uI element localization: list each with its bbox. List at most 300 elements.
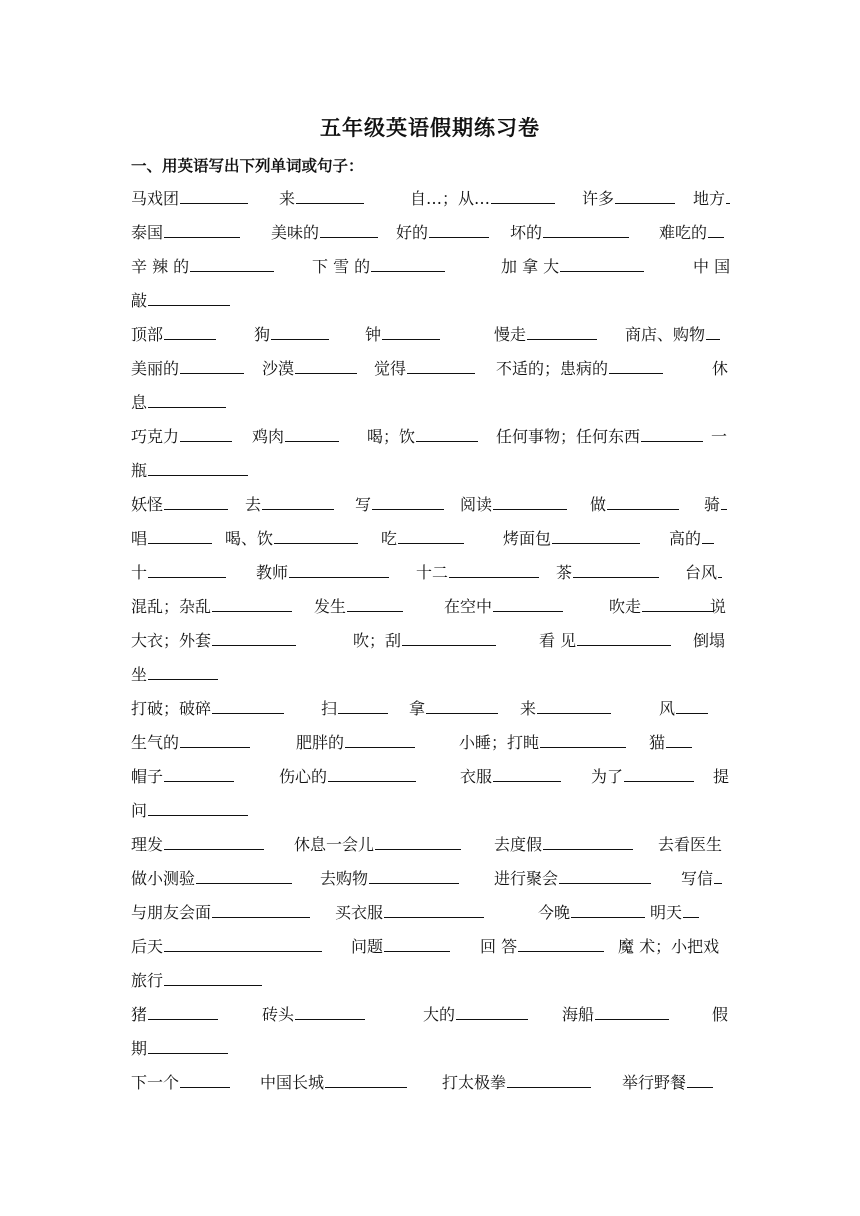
- vocab-item: [131, 969, 262, 993]
- vocab-word: 大衣；外套: [131, 631, 212, 650]
- vocab-word: 茶: [556, 563, 573, 582]
- answer-blank[interactable]: [384, 950, 450, 952]
- vocab-item: [245, 493, 334, 517]
- vocab-item: [556, 561, 659, 585]
- vocab-line: [131, 187, 730, 211]
- vocab-item: [711, 425, 727, 449]
- vocab-item: [710, 595, 726, 619]
- answer-blank[interactable]: [493, 610, 563, 612]
- vocab-line: [131, 799, 730, 823]
- answer-blank[interactable]: [493, 780, 561, 782]
- answer-blank[interactable]: [375, 848, 461, 850]
- answer-blank[interactable]: [345, 746, 415, 748]
- vocab-word: 钟: [365, 325, 382, 344]
- vocab-item: [685, 561, 722, 585]
- vocab-item: [494, 833, 633, 857]
- vocab-word: 坐: [131, 665, 148, 684]
- vocab-word: 下 雪 的: [312, 257, 371, 276]
- answer-blank[interactable]: [180, 202, 248, 204]
- answer-blank[interactable]: [148, 474, 248, 476]
- vocab-word: 小睡；打盹: [459, 733, 540, 752]
- vocab-item: [131, 901, 310, 925]
- vocab-word: 台风: [685, 563, 718, 582]
- answer-blank[interactable]: [527, 338, 597, 340]
- vocab-item: [501, 255, 644, 279]
- vocab-line: [131, 459, 730, 483]
- vocab-word: 大的: [423, 1005, 456, 1024]
- answer-blank[interactable]: [148, 542, 212, 544]
- vocab-word: 吹；刮: [353, 631, 402, 650]
- vocab-item: [659, 221, 724, 245]
- answer-blank[interactable]: [559, 882, 651, 884]
- vocab-item: [131, 323, 216, 347]
- vocab-word: 举行野餐: [622, 1073, 687, 1092]
- vocab-item: [713, 765, 729, 789]
- vocab-item: [131, 663, 218, 687]
- vocab-word: 发生: [314, 597, 347, 616]
- answer-blank[interactable]: [164, 950, 322, 952]
- answer-blank[interactable]: [148, 576, 226, 578]
- answer-blank[interactable]: [429, 236, 489, 238]
- vocab-item: [279, 765, 416, 789]
- vocab-item: [252, 425, 339, 449]
- answer-blank[interactable]: [289, 576, 389, 578]
- vocab-item: [131, 357, 244, 381]
- vocab-item: [693, 187, 730, 211]
- vocab-word: 喝、饮: [225, 529, 274, 548]
- vocab-item: [294, 833, 461, 857]
- vocab-item: [131, 1037, 228, 1061]
- answer-blank[interactable]: [164, 338, 216, 340]
- vocab-item: [262, 1003, 365, 1027]
- vocab-word: 风: [659, 699, 676, 718]
- vocab-word: 高的: [669, 529, 702, 548]
- vocab-word: 商店、购物: [625, 325, 706, 344]
- vocab-word: 妖怪: [131, 495, 164, 514]
- vocab-line: [131, 833, 730, 857]
- vocab-item: [131, 459, 248, 483]
- vocab-word: 敲: [131, 291, 148, 310]
- vocab-word: 写信: [681, 869, 714, 888]
- answer-blank[interactable]: [296, 202, 364, 204]
- vocab-item: [131, 595, 292, 619]
- vocab-word: 伤心的: [279, 767, 328, 786]
- answer-blank[interactable]: [624, 780, 694, 782]
- vocab-word: 吃: [381, 529, 398, 548]
- answer-blank[interactable]: [180, 1086, 230, 1088]
- vocab-item: [321, 697, 388, 721]
- vocab-word: 猫: [649, 733, 666, 752]
- answer-blank[interactable]: [338, 712, 388, 714]
- answer-blank[interactable]: [190, 270, 274, 272]
- vocab-line: [131, 867, 730, 891]
- answer-blank[interactable]: [607, 508, 679, 510]
- answer-blank[interactable]: [212, 712, 284, 714]
- answer-blank[interactable]: [320, 236, 378, 238]
- vocab-word: 瓶: [131, 461, 148, 480]
- answer-blank[interactable]: [543, 848, 633, 850]
- vocab-word: 打破；破碎: [131, 699, 212, 718]
- vocab-item: [618, 935, 719, 959]
- vocab-word: 期: [131, 1039, 148, 1058]
- vocab-item: [480, 935, 604, 959]
- vocab-word: 一: [711, 427, 728, 446]
- answer-blank[interactable]: [164, 848, 264, 850]
- vocab-word: 猪: [131, 1005, 148, 1024]
- vocab-item: [131, 289, 230, 313]
- vocab-word: 十二: [416, 563, 449, 582]
- vocab-item: [131, 629, 296, 653]
- vocab-word: 看 见: [539, 631, 577, 650]
- vocab-word: 写: [355, 495, 372, 514]
- answer-blank[interactable]: [540, 746, 626, 748]
- vocab-word: 慢走: [494, 325, 527, 344]
- answer-blank[interactable]: [180, 372, 244, 374]
- answer-blank[interactable]: [164, 236, 240, 238]
- vocab-word: 在空中: [444, 597, 493, 616]
- answer-blank[interactable]: [274, 542, 358, 544]
- vocab-word: 沙漠: [262, 359, 295, 378]
- answer-blank[interactable]: [416, 440, 478, 442]
- vocab-word: 明天: [650, 903, 683, 922]
- answer-blank[interactable]: [543, 236, 629, 238]
- answer-blank[interactable]: [212, 644, 296, 646]
- answer-blank[interactable]: [347, 610, 403, 612]
- vocab-item: [444, 595, 563, 619]
- vocab-line: [131, 595, 730, 619]
- vocab-item: [681, 867, 722, 891]
- vocab-word: 美丽的: [131, 359, 180, 378]
- vocab-item: [374, 357, 475, 381]
- vocab-item: [131, 221, 240, 245]
- answer-blank[interactable]: [714, 882, 722, 884]
- vocab-word: 休: [712, 359, 729, 378]
- answer-blank[interactable]: [708, 236, 724, 238]
- vocab-word: 做小测验: [131, 869, 196, 888]
- vocab-word: 泰国: [131, 223, 164, 242]
- vocab-item: [625, 323, 720, 347]
- answer-blank[interactable]: [212, 916, 310, 918]
- answer-blank[interactable]: [164, 984, 262, 986]
- vocab-line: [131, 629, 730, 653]
- vocab-item: [712, 357, 728, 381]
- answer-blank[interactable]: [683, 916, 699, 918]
- answer-blank[interactable]: [507, 1086, 591, 1088]
- answer-blank[interactable]: [687, 1086, 713, 1088]
- vocab-item: [271, 221, 378, 245]
- answer-blank[interactable]: [615, 202, 675, 204]
- answer-blank[interactable]: [271, 338, 329, 340]
- vocab-word: 去看医生: [658, 835, 723, 854]
- vocab-word: 马戏团: [131, 189, 180, 208]
- vocab-word: 来: [279, 189, 296, 208]
- vocab-item: [131, 527, 212, 551]
- answer-blank[interactable]: [573, 576, 659, 578]
- page-title: 五年级英语假期练习卷: [320, 115, 540, 140]
- vocab-word: 打太极拳: [442, 1073, 507, 1092]
- vocab-item: [131, 425, 232, 449]
- vocab-item: [131, 187, 248, 211]
- vocab-line: [131, 697, 730, 721]
- vocab-word: 许多: [582, 189, 615, 208]
- vocab-item: [609, 595, 714, 619]
- vocab-word: 扫: [321, 699, 338, 718]
- vocab-word: 狗: [254, 325, 271, 344]
- vocab-item: [225, 527, 358, 551]
- vocab-word: 旅行: [131, 971, 164, 990]
- answer-blank[interactable]: [328, 780, 416, 782]
- answer-blank[interactable]: [285, 440, 339, 442]
- answer-blank[interactable]: [148, 1052, 228, 1054]
- vocab-word: 说: [710, 597, 727, 616]
- answer-blank[interactable]: [398, 542, 464, 544]
- vocab-line: [131, 935, 730, 959]
- vocab-line: [131, 391, 730, 415]
- vocab-word: 衣服: [460, 767, 493, 786]
- answer-blank[interactable]: [384, 916, 484, 918]
- vocab-item: [591, 765, 694, 789]
- answer-blank[interactable]: [372, 508, 444, 510]
- vocab-word: 理发: [131, 835, 164, 854]
- vocab-line: [131, 663, 730, 687]
- vocab-word: 海船: [562, 1005, 595, 1024]
- answer-blank[interactable]: [491, 202, 555, 204]
- answer-blank[interactable]: [537, 712, 611, 714]
- vocab-item: [260, 1071, 407, 1095]
- answer-blank[interactable]: [718, 576, 722, 578]
- answer-blank[interactable]: [295, 372, 357, 374]
- vocab-line: [131, 357, 730, 381]
- vocab-item: [539, 629, 671, 653]
- answer-blank[interactable]: [180, 440, 232, 442]
- vocab-item: [520, 697, 611, 721]
- vocab-line: [131, 765, 730, 789]
- vocab-item: [460, 493, 567, 517]
- vocab-line: [131, 1071, 730, 1095]
- vocab-item: [367, 425, 478, 449]
- vocab-item: [296, 731, 415, 755]
- answer-blank[interactable]: [609, 372, 663, 374]
- vocab-word: 息: [131, 393, 148, 412]
- vocab-item: [510, 221, 629, 245]
- vocab-line: [131, 561, 730, 585]
- vocab-item: [622, 1071, 713, 1095]
- vocab-word: 休息一会儿: [294, 835, 375, 854]
- vocab-item: [131, 765, 234, 789]
- vocab-word: 生气的: [131, 733, 180, 752]
- vocab-item: [442, 1071, 591, 1095]
- answer-blank[interactable]: [148, 678, 218, 680]
- vocab-item: [131, 561, 226, 585]
- vocab-item: [658, 833, 722, 857]
- vocab-word: 鸡肉: [252, 427, 285, 446]
- vocab-word: 肥胖的: [296, 733, 345, 752]
- vocab-item: [496, 357, 663, 381]
- answer-blank[interactable]: [325, 1086, 407, 1088]
- answer-blank[interactable]: [552, 542, 640, 544]
- vocab-word: 去购物: [320, 869, 369, 888]
- vocab-line: [131, 527, 730, 551]
- vocab-item: [494, 867, 651, 891]
- vocab-item: [712, 1003, 728, 1027]
- answer-blank[interactable]: [369, 882, 459, 884]
- section-heading: 一、用英语写出下列单词或句子：: [131, 156, 364, 175]
- vocab-word: 骑: [704, 495, 721, 514]
- answer-blank[interactable]: [164, 780, 234, 782]
- vocab-item: [131, 391, 226, 415]
- answer-blank[interactable]: [148, 1018, 218, 1020]
- answer-blank[interactable]: [449, 576, 539, 578]
- vocab-word: 十: [131, 563, 148, 582]
- answer-blank[interactable]: [493, 508, 567, 510]
- vocab-item: [312, 255, 445, 279]
- vocab-word: 自…；从…: [410, 189, 491, 208]
- vocab-word: 喝；饮: [367, 427, 416, 446]
- vocab-line: [131, 425, 730, 449]
- answer-blank[interactable]: [595, 1018, 669, 1020]
- answer-blank[interactable]: [726, 202, 730, 204]
- vocab-word: 帽子: [131, 767, 164, 786]
- vocab-word: 进行聚会: [494, 869, 559, 888]
- vocab-item: [131, 255, 274, 279]
- vocab-line: [131, 221, 730, 245]
- answer-blank[interactable]: [456, 1018, 528, 1020]
- answer-blank[interactable]: [518, 950, 604, 952]
- vocab-word: 顶部: [131, 325, 164, 344]
- answer-blank[interactable]: [148, 304, 230, 306]
- answer-blank[interactable]: [212, 610, 292, 612]
- vocab-word: 任何事物；任何东西: [496, 427, 641, 446]
- vocab-item: [649, 731, 692, 755]
- vocab-word: 倒塌: [693, 631, 726, 650]
- vocab-word: 今晚: [538, 903, 571, 922]
- vocab-line: [131, 969, 730, 993]
- vocab-word: 回 答: [480, 937, 518, 956]
- vocab-word: 阅读: [460, 495, 493, 514]
- vocab-item: [355, 493, 444, 517]
- vocab-item: [314, 595, 403, 619]
- vocab-item: [494, 323, 597, 347]
- vocab-word: 去度假: [494, 835, 543, 854]
- answer-blank[interactable]: [721, 508, 727, 510]
- answer-blank[interactable]: [164, 508, 228, 510]
- vocab-word: 觉得: [374, 359, 407, 378]
- vocab-item: [669, 527, 714, 551]
- vocab-item: [131, 1071, 230, 1095]
- vocab-item: [704, 493, 727, 517]
- answer-blank[interactable]: [295, 1018, 365, 1020]
- answer-blank[interactable]: [148, 814, 248, 816]
- vocab-word: 辛 辣 的: [131, 257, 190, 276]
- vocab-word: 魔 术；小把戏: [618, 937, 720, 956]
- vocab-item: [131, 493, 228, 517]
- vocab-word: 提: [713, 767, 730, 786]
- vocab-word: 加 拿 大: [501, 257, 560, 276]
- vocab-word: 难吃的: [659, 223, 708, 242]
- vocab-item: [365, 323, 440, 347]
- vocab-word: 吹走: [609, 597, 642, 616]
- vocab-item: [459, 731, 626, 755]
- vocab-item: [353, 629, 496, 653]
- vocab-item: [562, 1003, 669, 1027]
- answer-blank[interactable]: [180, 746, 250, 748]
- vocab-item: [496, 425, 703, 449]
- vocab-word: 拿: [409, 699, 426, 718]
- answer-blank[interactable]: [402, 644, 496, 646]
- answer-blank[interactable]: [577, 644, 671, 646]
- vocab-word: 买衣服: [335, 903, 384, 922]
- answer-blank[interactable]: [148, 406, 226, 408]
- vocab-item: [590, 493, 679, 517]
- answer-blank[interactable]: [382, 338, 440, 340]
- vocab-word: 美味的: [271, 223, 320, 242]
- vocab-item: [279, 187, 364, 211]
- answer-blank[interactable]: [642, 610, 714, 612]
- vocab-word: 地方: [693, 189, 726, 208]
- vocab-word: 假: [712, 1005, 729, 1024]
- vocab-item: [503, 527, 640, 551]
- vocab-item: [320, 867, 459, 891]
- vocab-item: [131, 731, 250, 755]
- vocab-word: 下一个: [131, 1073, 180, 1092]
- answer-blank[interactable]: [706, 338, 720, 340]
- vocab-item: [351, 935, 450, 959]
- vocab-item: [460, 765, 561, 789]
- vocab-word: 巧克力: [131, 427, 180, 446]
- vocab-word: 与朋友会面: [131, 903, 212, 922]
- vocab-word: 教师: [256, 563, 289, 582]
- vocab-word: 砖头: [262, 1005, 295, 1024]
- answer-blank[interactable]: [426, 712, 498, 714]
- vocab-item: [131, 867, 292, 891]
- vocab-word: 坏的: [510, 223, 543, 242]
- vocab-item: [416, 561, 539, 585]
- answer-blank[interactable]: [407, 372, 475, 374]
- vocab-line: [131, 1003, 730, 1027]
- vocab-item: [423, 1003, 528, 1027]
- vocab-item: [254, 323, 329, 347]
- answer-blank[interactable]: [371, 270, 445, 272]
- vocab-line: [131, 901, 730, 925]
- answer-blank[interactable]: [262, 508, 334, 510]
- vocab-word: 中 国: [693, 257, 730, 276]
- vocab-word: 问: [131, 801, 148, 820]
- vocab-item: [131, 833, 264, 857]
- answer-blank[interactable]: [641, 440, 703, 442]
- vocab-line: [131, 255, 730, 279]
- answer-blank[interactable]: [676, 712, 708, 714]
- vocab-item: [131, 697, 284, 721]
- vocab-line: [131, 323, 730, 347]
- answer-blank[interactable]: [702, 542, 714, 544]
- vocab-item: [693, 629, 725, 653]
- vocab-word: 后天: [131, 937, 164, 956]
- vocab-item: [659, 697, 708, 721]
- vocab-word: 问题: [351, 937, 384, 956]
- vocab-word: 唱: [131, 529, 148, 548]
- answer-blank[interactable]: [666, 746, 692, 748]
- vocab-item: [410, 187, 555, 211]
- vocab-item: [381, 527, 464, 551]
- vocab-word: 烤面包: [503, 529, 552, 548]
- vocab-item: [335, 901, 484, 925]
- vocab-item: [131, 935, 322, 959]
- answer-blank[interactable]: [196, 882, 292, 884]
- answer-blank[interactable]: [560, 270, 644, 272]
- vocab-line: [131, 1037, 730, 1061]
- answer-blank[interactable]: [571, 916, 645, 918]
- vocab-item: [131, 799, 248, 823]
